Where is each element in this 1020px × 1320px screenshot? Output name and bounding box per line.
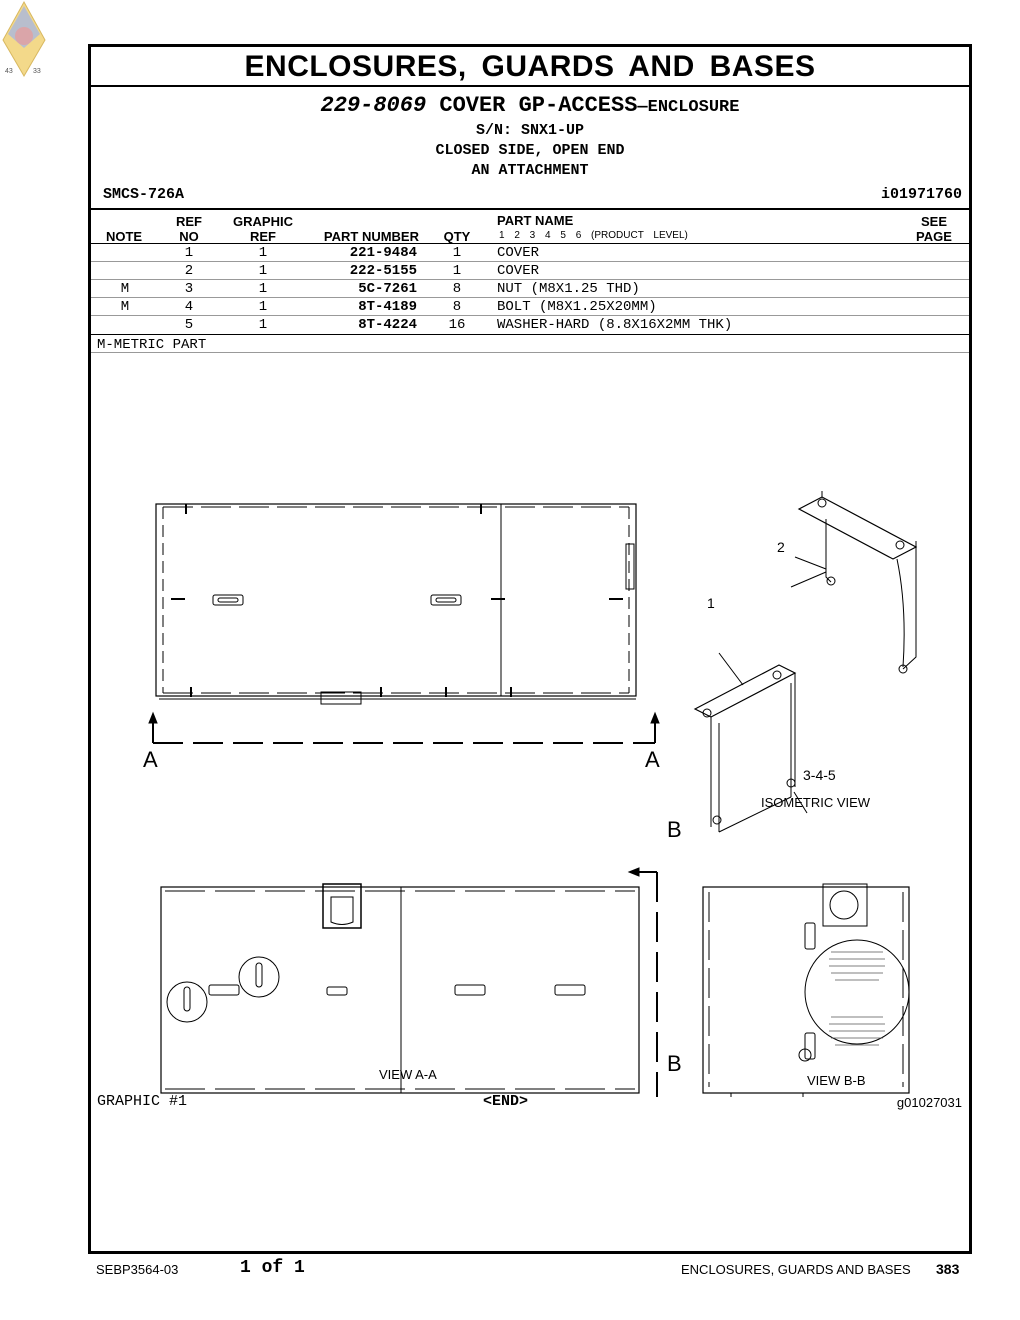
- col-graphic-ref-1: GRAPHIC: [233, 214, 293, 229]
- table-row: [91, 280, 969, 298]
- publisher-logo: [0, 0, 48, 78]
- callout-2: 2: [777, 539, 785, 555]
- metric-rule: [91, 352, 969, 353]
- col-see-page-1: SEE: [920, 214, 947, 229]
- row-qty: 1: [452, 263, 462, 279]
- table-top-rule: [91, 208, 969, 210]
- smcs-code: SMCS-726A: [103, 186, 185, 203]
- row-graphic-ref: 1: [258, 245, 268, 261]
- product-level-header: 1 2 3 4 5 6 (PRODUCT LEVEL): [499, 230, 688, 241]
- section-b-top: B: [667, 817, 682, 842]
- callout-1: 1: [707, 595, 715, 611]
- row-graphic-ref: 1: [258, 317, 268, 333]
- footer-page-number: 383: [936, 1261, 960, 1277]
- plan-view: [149, 504, 659, 743]
- end-tag: <END>: [483, 1093, 529, 1110]
- graphic-label: GRAPHIC #1: [97, 1093, 188, 1110]
- group-name: COVER GP-ACCESS: [439, 93, 638, 118]
- view-aa-label: VIEW A-A: [379, 1067, 437, 1082]
- group-number: 229-8069: [320, 93, 427, 118]
- row-ref: 2: [184, 263, 194, 279]
- row-note: M: [120, 299, 130, 315]
- table-row: [91, 298, 969, 316]
- illustration-id: i01971760: [880, 186, 962, 203]
- row-note: M: [120, 281, 130, 297]
- row-part-name: BOLT (M8X1.25X20MM): [497, 299, 657, 315]
- group-header: [91, 93, 969, 118]
- col-part-number: PART NUMBER: [323, 229, 419, 244]
- row-graphic-ref: 1: [258, 299, 268, 315]
- col-ref-2: NO: [179, 229, 199, 244]
- group-description-1: CLOSED SIDE, OPEN END: [435, 142, 625, 159]
- row-ref: 4: [184, 299, 194, 315]
- row-qty: 8: [452, 281, 462, 297]
- col-qty: QTY: [443, 229, 471, 244]
- view-bb: [703, 884, 909, 1097]
- footer-section: ENCLOSURES, GUARDS AND BASES: [681, 1262, 911, 1277]
- table-row: [91, 316, 969, 334]
- row-part-number: 8T-4189: [358, 299, 417, 315]
- page-title: ENCLOSURES, GUARDS AND BASES: [91, 47, 969, 87]
- row-qty: 1: [452, 245, 462, 261]
- col-ref-1: REF: [176, 214, 202, 229]
- view-bb-label: VIEW B-B: [807, 1073, 866, 1088]
- footer-doc-id: SEBP3564-03: [96, 1262, 179, 1277]
- row-qty: 8: [452, 299, 462, 315]
- parts-page-frame: [88, 44, 972, 1254]
- group-description-2: AN ATTACHMENT: [471, 162, 589, 179]
- row-part-number: 8T-4224: [358, 317, 417, 333]
- row-part-name: COVER: [497, 263, 540, 279]
- isometric-view-label: ISOMETRIC VIEW: [761, 795, 871, 810]
- row-part-number: 222-5155: [349, 263, 417, 279]
- graphic-id: g01027031: [896, 1095, 962, 1110]
- row-part-name: WASHER-HARD (8.8X16X2MM THK): [497, 317, 733, 333]
- col-note: NOTE: [105, 229, 143, 244]
- callout-3-4-5: 3-4-5: [803, 767, 836, 783]
- col-see-page-2: PAGE: [916, 229, 952, 244]
- row-ref: 5: [184, 317, 194, 333]
- footer-page-of: 1 of 1: [240, 1258, 305, 1278]
- row-part-number: 5C-7261: [358, 281, 417, 297]
- table-row: [91, 244, 969, 262]
- metric-note: M-METRIC PART: [97, 337, 207, 353]
- section-b-bottom: B: [667, 1051, 682, 1076]
- row-qty: 16: [448, 317, 466, 333]
- row-graphic-ref: 1: [258, 281, 268, 297]
- section-a-left: A: [143, 747, 158, 772]
- row-part-name: NUT (M8X1.25 THD): [497, 281, 640, 297]
- table-row: [91, 262, 969, 280]
- view-aa: [161, 868, 657, 1097]
- row-part-number: 221-9484: [349, 245, 417, 261]
- logo-number-right: 33: [33, 68, 41, 75]
- col-graphic-ref-2: REF: [250, 229, 276, 244]
- row-ref: 3: [184, 281, 194, 297]
- parts-drawing: [91, 487, 969, 1097]
- row-part-name: COVER: [497, 245, 540, 261]
- group-suffix: —ENCLOSURE: [637, 98, 740, 117]
- col-part-name: PART NAME: [497, 213, 574, 228]
- section-a-right: A: [645, 747, 660, 772]
- table-bottom-rule: [91, 334, 969, 335]
- row-graphic-ref: 1: [258, 263, 268, 279]
- row-ref: 1: [184, 245, 194, 261]
- logo-number-left: 43: [5, 68, 13, 75]
- serial-number: S/N: SNX1-UP: [475, 122, 585, 139]
